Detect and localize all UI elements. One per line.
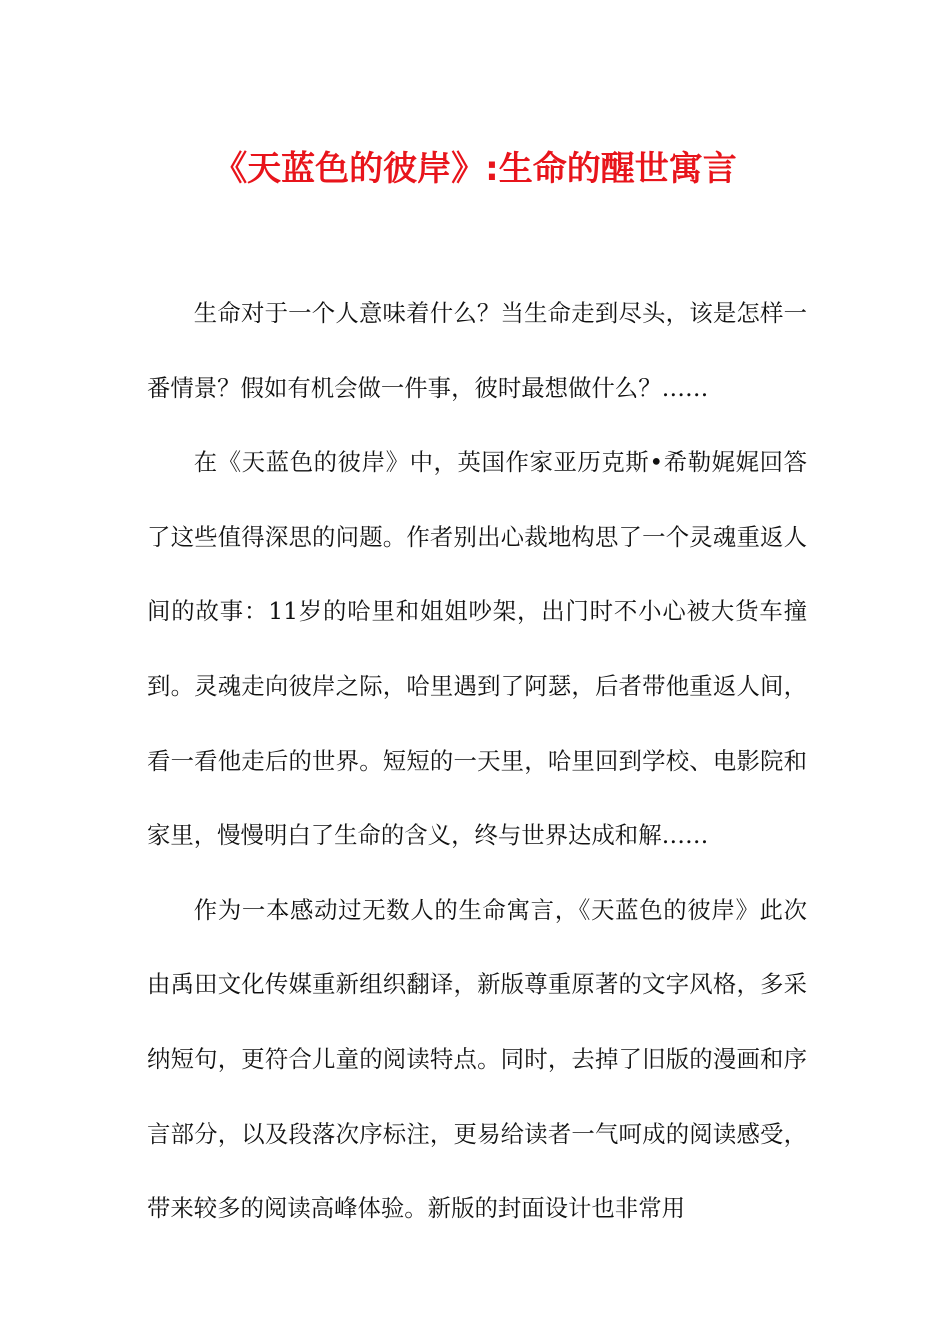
document-title: 《天蓝色的彼岸》:生命的醒世寓言: [213, 149, 737, 189]
paragraph: 作为一本感动过无数人的生命寓言，《天蓝色的彼岸》此次由禹田文化传媒重新组织翻译，新版尊重原著的文字风格，多采纳短句，更符合儿童的阅读特点。同时，去掉了旧版的漫画和序言部分，以及段落次序标注，更易给读者一气呵成的阅读感受，带来较多的阅读高峰体验。新版的封面设计也非常用: [147, 895, 807, 1223]
paragraph: 生命对于一个人意味着什么？当生命走到尽头，该是怎样一番情景？假如有机会做一件事，彼时最想做什么？……: [147, 299, 807, 402]
document-body: [147, 276, 807, 1246]
paragraph: 在《天蓝色的彼岸》中，英国作家亚历克斯•希勒娓娓回答了这些值得深思的问题。作者别出心裁地构思了一个灵魂重返人间的故事：11岁的哈里和姐姐吵架，出门时不小心被大货车撞到。灵魂走向彼岸之际，哈里遇到了阿瑟，后者带他重返人间，看一看他走后的世界。短短的一天里，哈里回到学校、电影院和家里，慢慢明白了生命的含义，终与世界达成和解……: [147, 448, 807, 850]
